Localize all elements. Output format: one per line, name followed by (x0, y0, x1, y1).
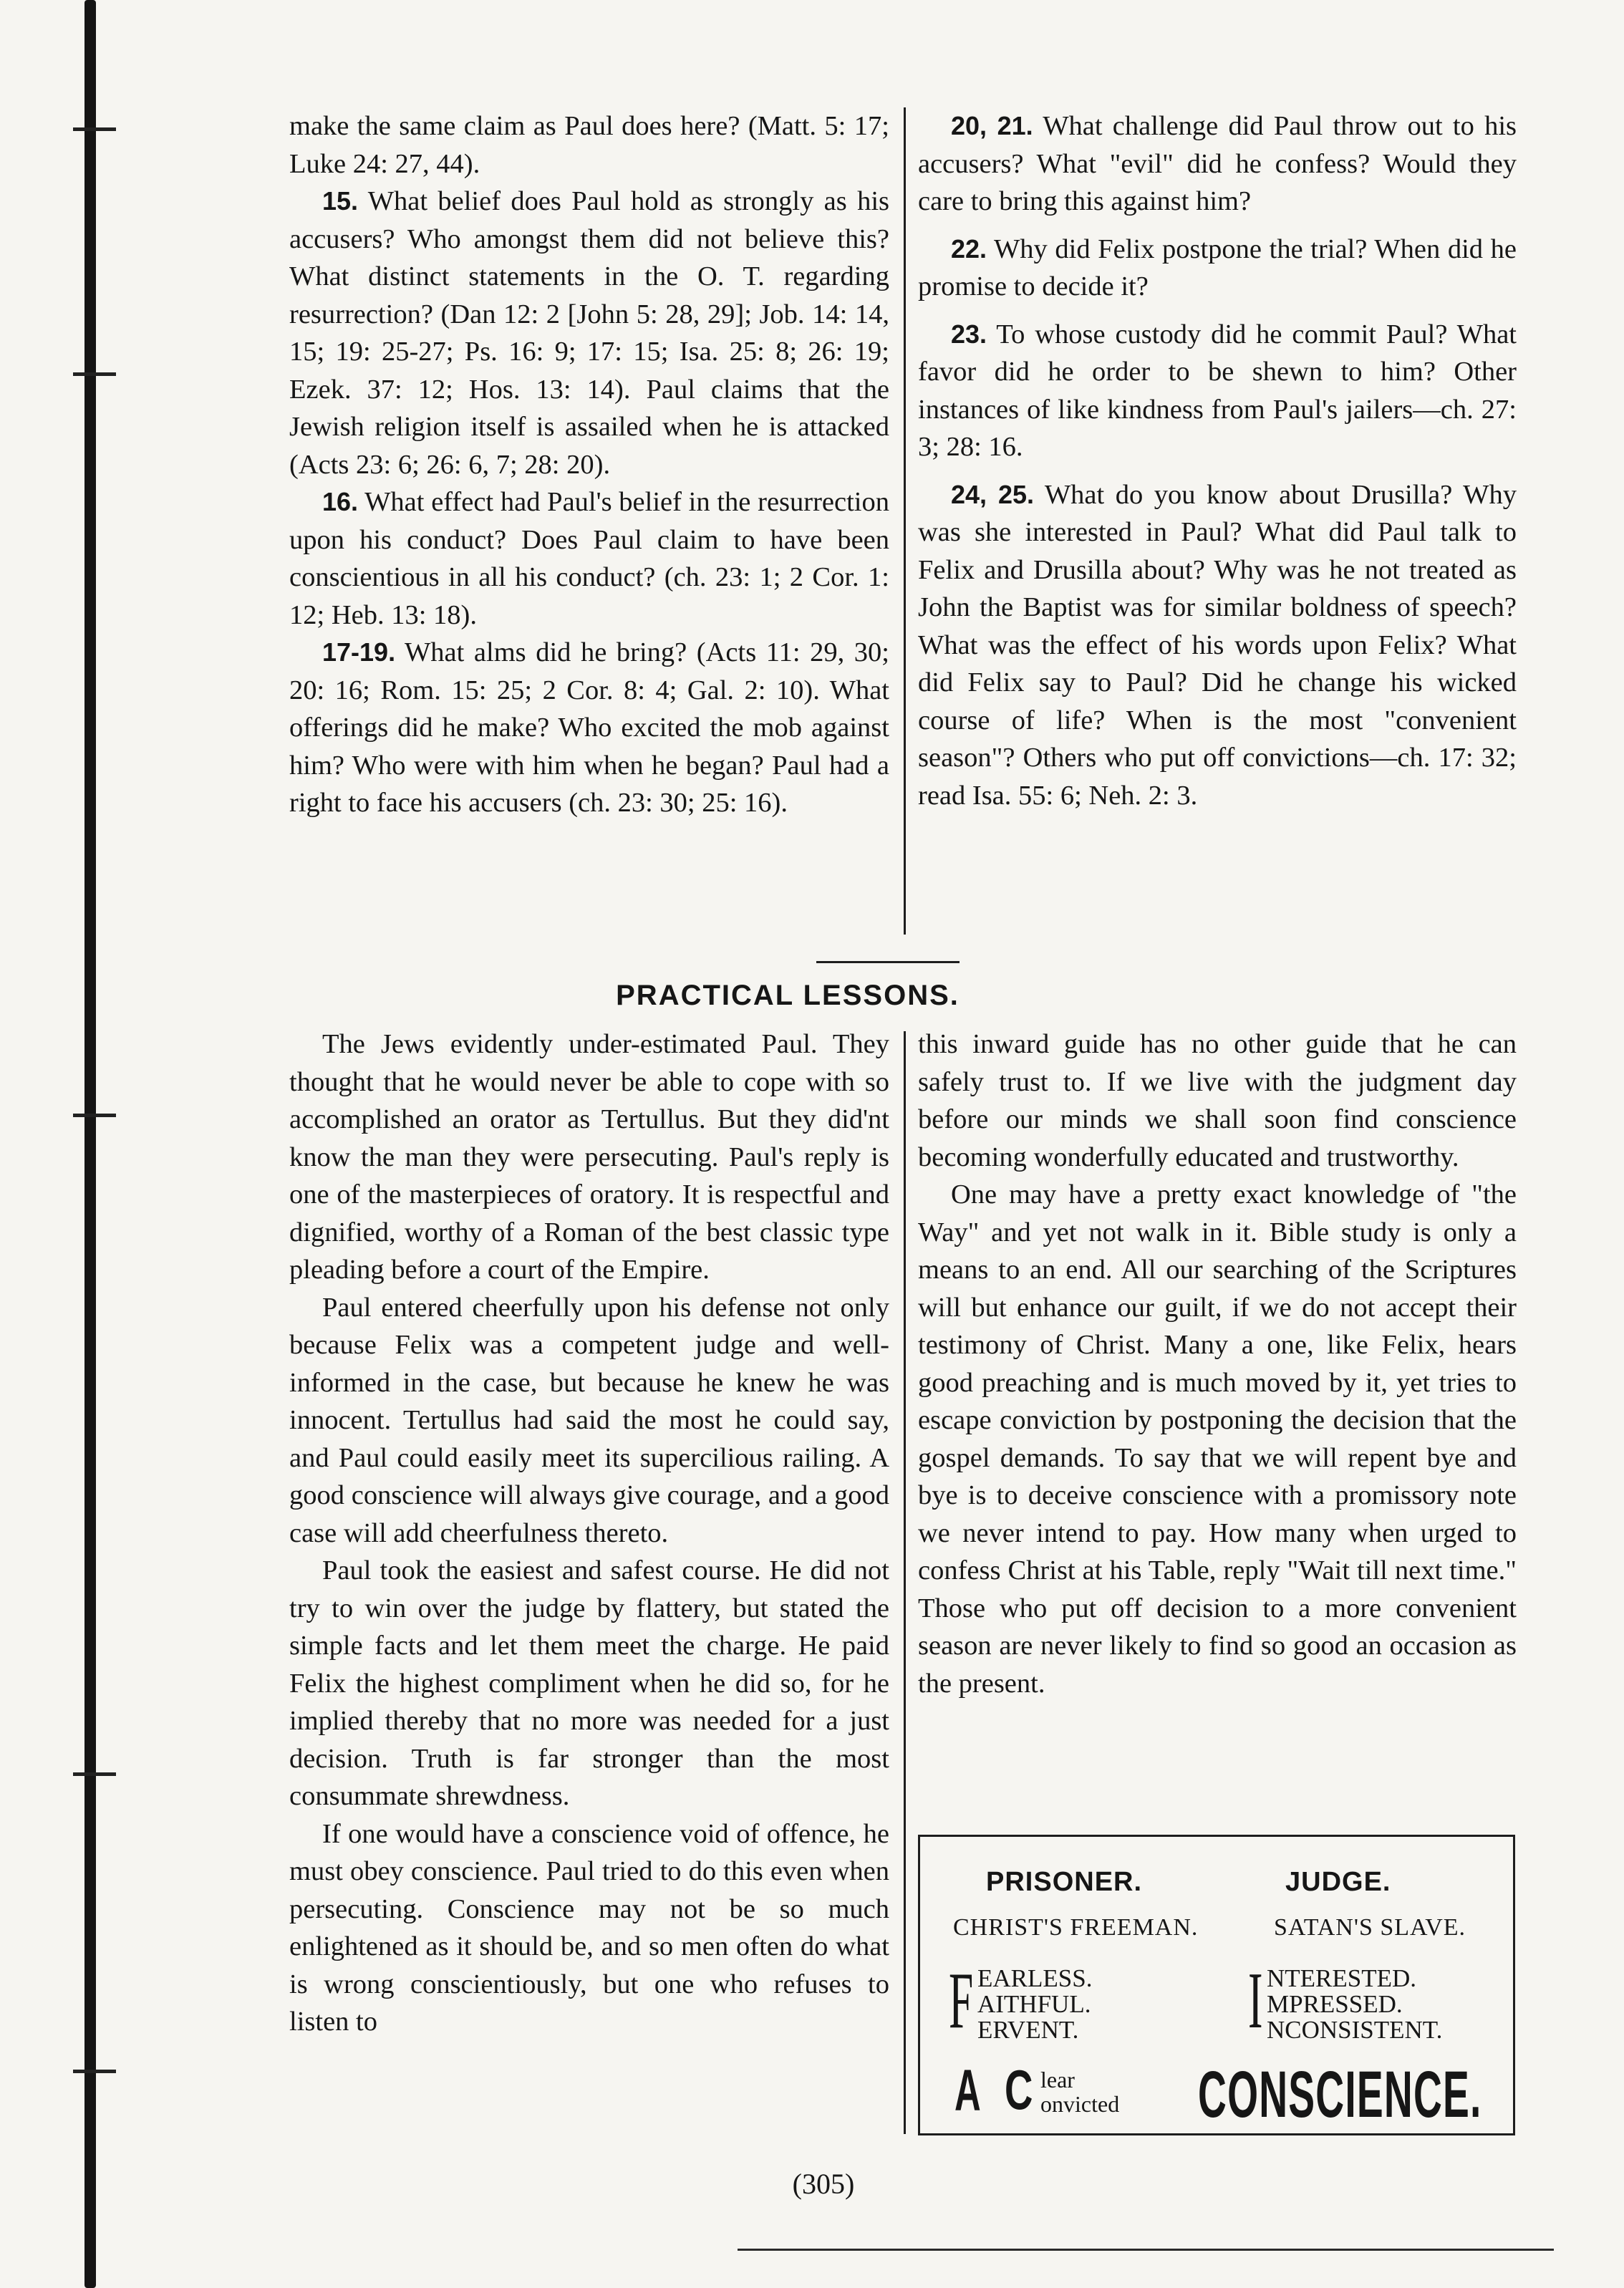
column-divider (904, 107, 906, 935)
question-paragraph: 24, 25. What do you know about Drusilla? Why was she interested in Paul? What did Paul talk to Felix and Drusilla about? Why was he not treated as John the Baptist was for similar boldness of speech? What was the effect of his words upon Felix? What did Felix say to Paul? Did he change his wicked course of life? When is the most "convenient season"? Others who put off convictions—ch. 17: 32; read Isa. 55: 6; Neh. 2: 3. (918, 479, 1517, 811)
lesson-paragraph: If one would have a conscience void of offence, he must obey conscience. Paul tried to do this even when persecuting. Conscience may not be so much enlightened as it should be, and so men often do what is wrong conscientiously, but one who refuses to listen to (289, 1818, 889, 2037)
lessons-right-column (918, 1025, 1517, 1702)
question-paragraph: 15. What belief does Paul hold as strongly as his accusers? Who amongst them did not believe this? What distinct statements in the O. T. regarding resurrection? (Dan 12: 2 [John 5: 28, 29]; Job. 14: 14, 15; 19: 25-27; Ps. 16: 9; 17: 15; Isa. 25: 8; 26: 19; Ezek. 37: 12; Hos. 13: 14). Paul claims that the Jewish religion itself is assailed when he is attacked (Acts 23: 6; 26: 6, 7; 28: 20). (289, 186, 890, 480)
acrostic-word: NTERESTED. (1267, 1964, 1417, 1992)
convicted-word: onvicted (1040, 2091, 1120, 2117)
page-number: (305) (792, 2168, 855, 2200)
column-divider (904, 1031, 906, 2134)
large-c-letter: C (1005, 2058, 1033, 2121)
judge-subheading: SATAN'S SLAVE. (1274, 1914, 1466, 1941)
acrostic-word: ERVENT. (977, 2016, 1079, 2044)
prisoner-subheading: CHRIST'S FREEMAN. (953, 1914, 1199, 1941)
binding-mark (73, 127, 116, 131)
acrostic-word: EARLESS. (977, 1964, 1093, 1992)
question-paragraph: 16. What effect had Paul's belief in the resurrection upon his conduct? Does Paul claim to have been conscientious in all his conduct? (ch. 23: 1; 2 Cor. 1: 12; Heb. 13: 18). (289, 487, 889, 630)
question-paragraph: 17-19. What alms did he bring? (Acts 11: 29, 30; 20: 16; Rom. 15: 25; 2 Cor. 8: 4; Gal. 2: 10). What offerings did he make? Who excited the mob against him? Who were with him when he began? Paul had a right to face his accusers (ch. 23: 30; 25: 16). (289, 637, 889, 818)
lesson-paragraph: this inward guide has no other guide that he can safely trust to. If we live with the judgment day before our minds we shall soon find conscience becoming wonderfully educated and trustworthy. (918, 1029, 1517, 1172)
section-rule (816, 961, 960, 963)
question-paragraph: 23. To whose custody did he commit Paul? What favor did he order to be shewn to him? Other instances of like kindness from Paul's jailers—ch. 27: 3; 28: 16. (918, 319, 1517, 462)
question-paragraph: 22. Why did Felix postpone the trial? When did he promise to decide it? (918, 233, 1517, 301)
question-paragraph: 20, 21. What challenge did Paul throw out to his accusers? What "evil" did he confess? Would they care to bring this against him? (918, 111, 1517, 216)
page-binding-edge (84, 0, 96, 2288)
lesson-paragraph: The Jews evidently under-estimated Paul. They thought that he would never be able to cope with so accomplished an orator as Tertullus. But they did'nt know the man they were persecuting. Paul's reply is one of the masterpieces of oratory. It is respectful and dignified, worthy of a Roman of the best classic type pleading before a court of the Empire. (289, 1029, 889, 1285)
lesson-paragraph: Paul took the easiest and safest course. He did not try to win over the judge by flattery, but stated the simple facts and let them meet the charge. He paid Felix the highest compliment when he did so, for he implied thereby that no more was needed for a just decision. Truth is far stronger than the most consummate shrewdness. (289, 1555, 889, 1811)
acrostic-word: MPRESSED. (1267, 1990, 1403, 2018)
large-a-letter: A (954, 2058, 981, 2123)
acrostic-word: AITHFUL. (977, 1990, 1091, 2018)
question-paragraph: make the same claim as Paul does here? (Matt. 5: 17; Luke 24: 27, 44). (289, 111, 889, 179)
lesson-paragraph: One may have a pretty exact knowledge of "the Way" and yet not walk in it. Bible study is only a means to an end. All our searching of the Scriptures will but enhance our guilt, if we do not accept their testimony of Christ. Many a one, like Felix, hears good preaching and is much moved by it, yet tries to escape conviction by postponing the decision that the gospel demands. To say that we will repent bye and bye is to deceive conscience with a promissory note we never intend to pay. How many when urged to confess Christ at his Table, reply "Wait till next time." Those who put off decision to a more convenient season are never likely to find so good an occasion as the present. (918, 1179, 1517, 1699)
questions-left-column (289, 107, 889, 822)
judge-heading: JUDGE. (1285, 1867, 1391, 1897)
acrostic-initial-i: I (1248, 1956, 1263, 2045)
prisoner-heading: PRISONER. (986, 1867, 1143, 1897)
binding-mark (73, 372, 116, 376)
questions-right-column (918, 107, 1517, 814)
prisoner-judge-panel (918, 1835, 1515, 2135)
clear-word: lear (1040, 2067, 1075, 2092)
conscience-word: CONSCIENCE. (1198, 2058, 1482, 2131)
lessons-left-column (289, 1025, 889, 2041)
lesson-paragraph: Paul entered cheerfully upon his defense not only because Felix was a competent judge and well-informed in the case, but because he knew he was innocent. Tertullus had said the most he could say, and Paul could easily meet its supercilious railing. A good conscience will always give courage, and a good case will add cheerfulness thereto. (289, 1292, 889, 1548)
acrostic-word: NCONSISTENT. (1267, 2016, 1443, 2044)
binding-mark (73, 1772, 116, 1776)
acrostic-initial-f: F (949, 1956, 974, 2045)
section-heading: PRACTICAL LESSONS. (616, 980, 960, 1011)
bottom-rule (738, 2249, 1554, 2251)
binding-mark (73, 1114, 116, 1117)
binding-mark (73, 2070, 116, 2073)
